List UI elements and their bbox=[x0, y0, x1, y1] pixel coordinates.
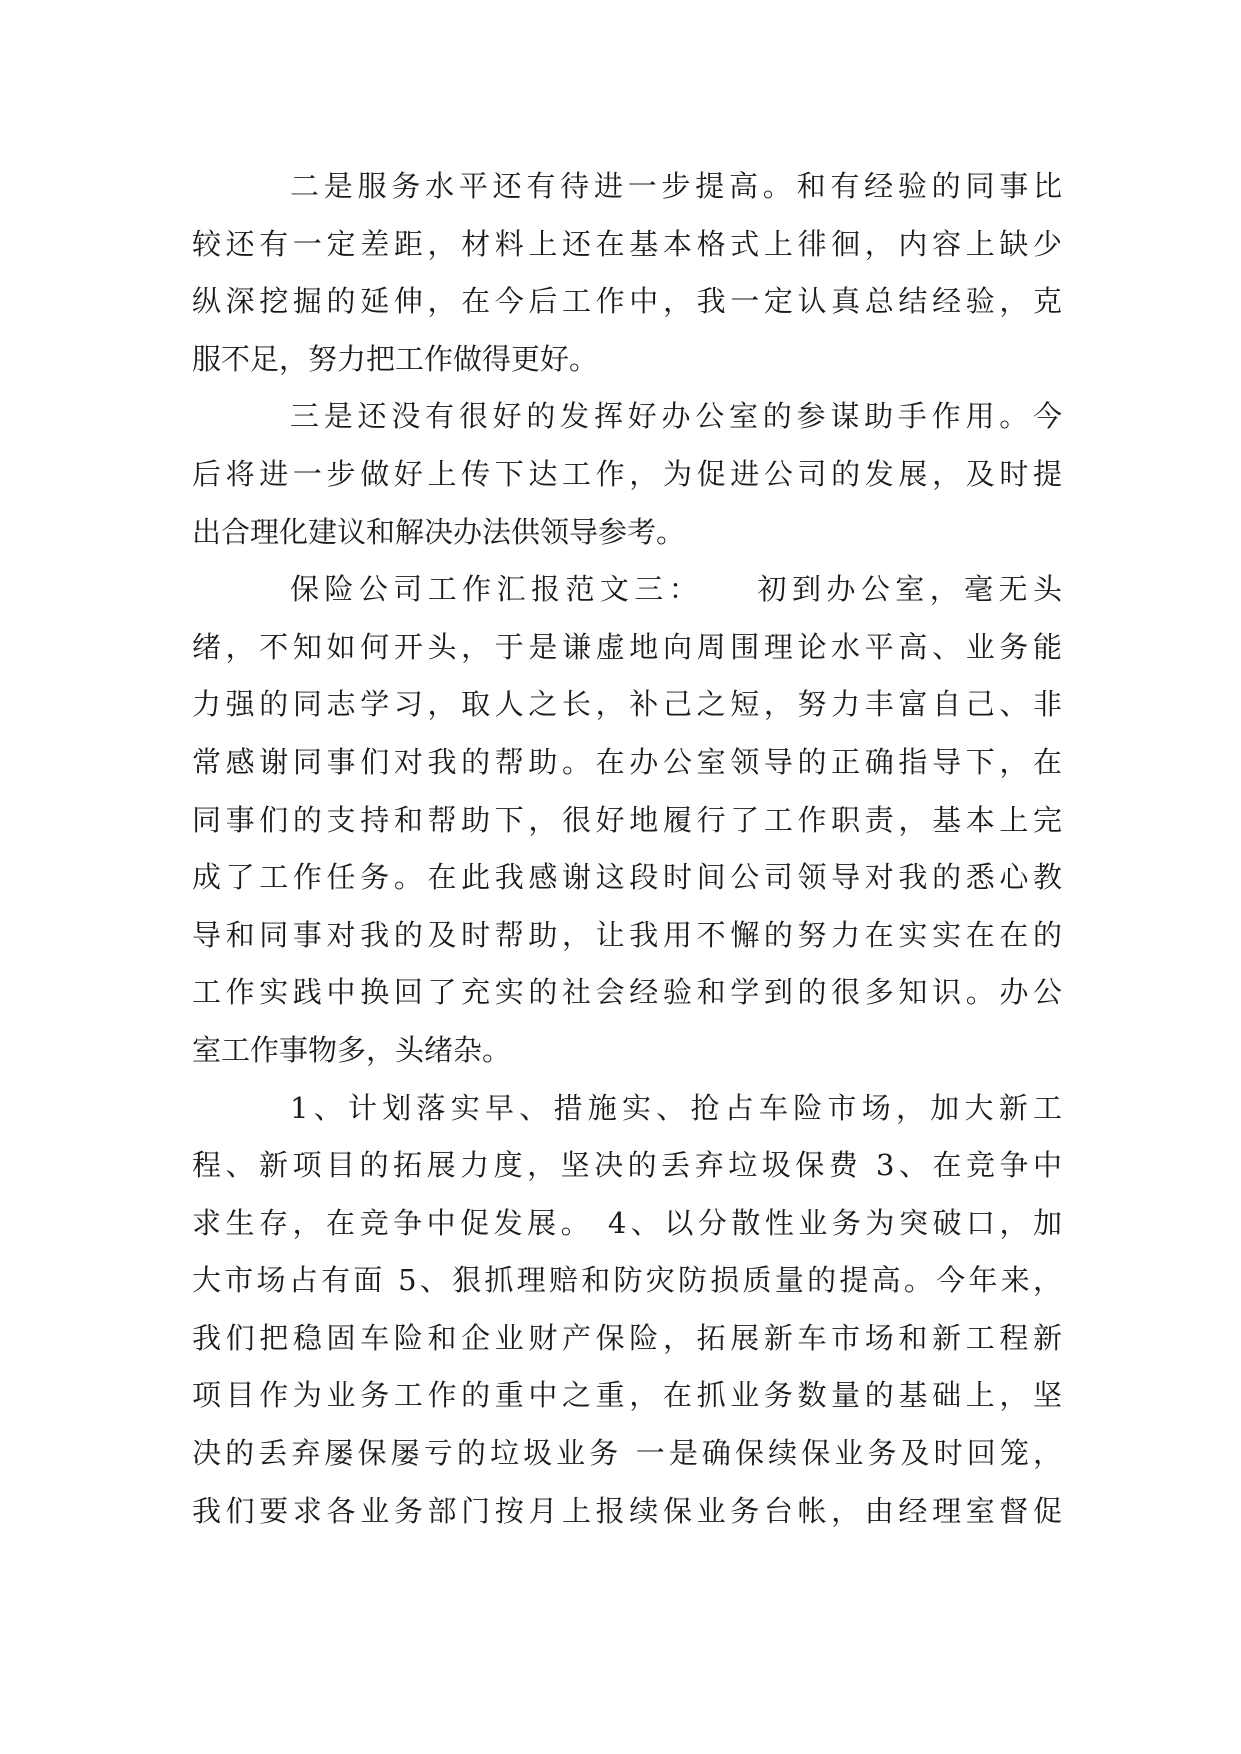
text-line: 我们要求各业务部门按月上报续保业务台帐，由经理室督促 bbox=[192, 1493, 1062, 1528]
text-line: 工作实践中换回了充实的社会经验和学到的很多知识。办公 bbox=[192, 975, 1062, 1010]
text-line: 后将进一步做好上传下达工作，为促进公司的发展，及时提 bbox=[192, 456, 1062, 491]
text-line: 服不足，努力把工作做得更好。 bbox=[192, 341, 599, 376]
text-line: 出合理化建议和解决办法供领导参考。 bbox=[192, 514, 686, 549]
text-line: 1、计划落实早、措施实、抢占车险市场，加大新工 bbox=[290, 1090, 1062, 1125]
text-line: 程、新项目的拓展力度，坚决的丢弃垃圾保费 3、在竞争中 bbox=[192, 1148, 1062, 1183]
text-line: 决的丢弃屡保屡亏的垃圾业务 一是确保续保业务及时回笼， bbox=[192, 1436, 1062, 1471]
text-line: 同事们的支持和帮助下，很好地履行了工作职责，基本上完 bbox=[192, 802, 1062, 837]
text-line: 成了工作任务。在此我感谢这段时间公司领导对我的悉心教 bbox=[192, 860, 1062, 895]
text-line: 纵深挖掘的延伸，在今后工作中，我一定认真总结经验，克 bbox=[192, 284, 1062, 319]
text-line: 较还有一定差距，材料上还在基本格式上徘徊，内容上缺少 bbox=[192, 226, 1062, 261]
document-body bbox=[192, 158, 1062, 1540]
text-line: 我们把稳固车险和企业财产保险，拓展新车市场和新工程新 bbox=[192, 1320, 1062, 1355]
text-line: 大市场占有面 5、狠抓理赔和防灾防损质量的提高。今年来， bbox=[192, 1263, 1062, 1298]
text-line: 二是服务水平还有待进一步提高。和有经验的同事比 bbox=[290, 169, 1062, 203]
text-line: 绪，不知如何开头，于是谦虚地向周围理论水平高、业务能 bbox=[192, 629, 1062, 664]
text-line: 常感谢同事们对我的帮助。在办公室领导的正确指导下，在 bbox=[192, 744, 1062, 779]
text-line: 求生存，在竞争中促发展。 4、以分散性业务为突破口，加 bbox=[192, 1205, 1062, 1240]
text-line: 三是还没有很好的发挥好办公室的参谋助手作用。今 bbox=[290, 399, 1062, 434]
text-line: 室工作事物多，头绪杂。 bbox=[192, 1032, 512, 1067]
text-line: 项目作为业务工作的重中之重，在抓业务数量的基础上，坚 bbox=[192, 1378, 1062, 1413]
text-line: 导和同事对我的及时帮助，让我用不懈的努力在实实在在的 bbox=[192, 917, 1062, 952]
text-line: 力强的同志学习，取人之长，补己之短，努力丰富自己、非 bbox=[192, 687, 1062, 722]
text-line: 保险公司工作汇报范文三： 初到办公室，毫无头 bbox=[290, 572, 1062, 607]
